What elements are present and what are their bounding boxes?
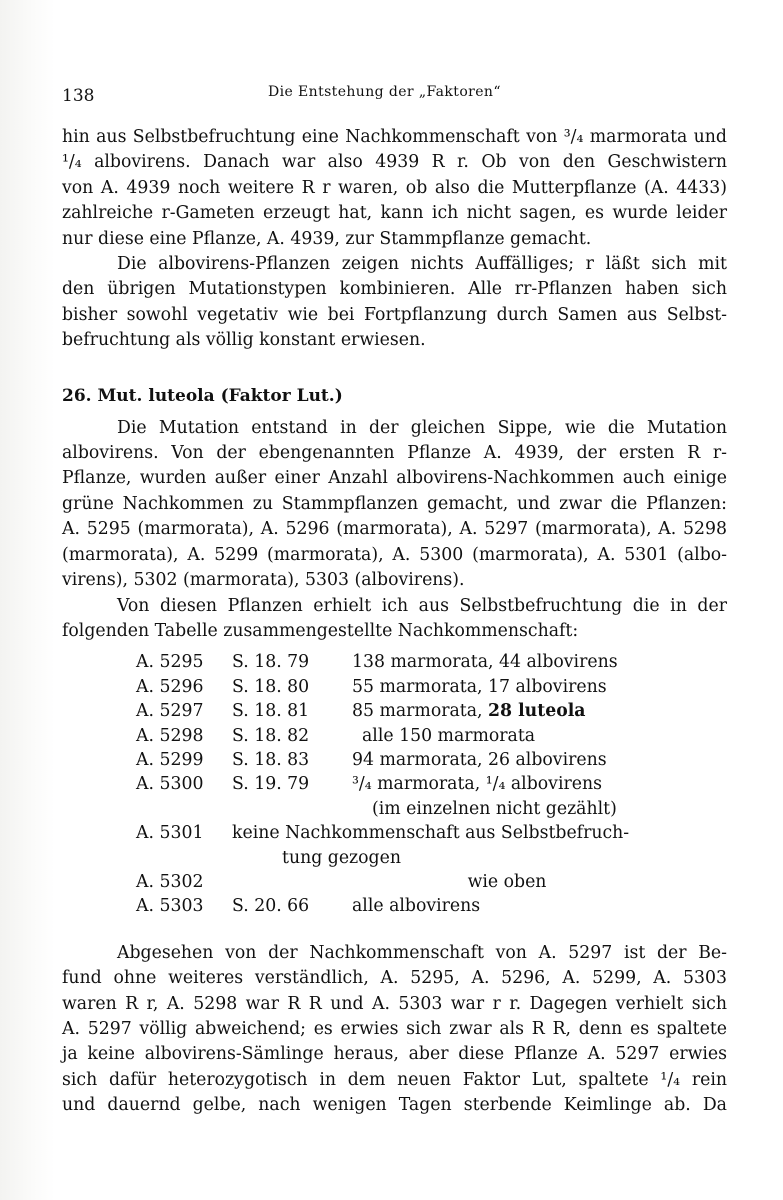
code-cell: S. 18. 83 xyxy=(232,749,310,770)
book-page xyxy=(62,80,727,1119)
text-line: albovirens. Von der ebengenannten Pflanze A. 4939, der ersten R r- xyxy=(62,443,727,464)
plant-cell: A. 5302 xyxy=(136,871,204,892)
result-cell: wie oben xyxy=(467,871,547,892)
result-cell: alle albovirens xyxy=(352,896,481,917)
code-cell xyxy=(232,870,352,894)
text-line: und dauernd gelbe, nach wenigen Tagen sterbende Keimlinge ab. Da xyxy=(62,1095,727,1116)
text-line: Pflanze, wurden außer einer Anzahl albovirens-Nachkommen auch einige xyxy=(62,468,727,489)
plant-cell: A. 5299 xyxy=(136,749,204,770)
table-row xyxy=(136,724,662,748)
text-line: befruchtung als völlig konstant erwiesen. xyxy=(62,330,426,351)
text-line: Abgesehen von der Nachkommenschaft von A. 5297 ist der Be- xyxy=(117,942,727,963)
text-line: sich dafür heterozygotisch in dem neuen Faktor Lut, spaltete ¹/₄ rein xyxy=(62,1069,727,1090)
text-line: bisher sowohl vegetativ wie bei Fortpflanzung durch Samen aus Selbst- xyxy=(62,304,727,325)
text-line: (marmorata), A. 5299 (marmorata), A. 5300 (marmorata), A. 5301 (albo- xyxy=(62,544,727,565)
page-header xyxy=(62,80,727,106)
text-line: hin aus Selbstbefruchtung eine Nachkommenschaft von ³/₄ marmorata und xyxy=(62,127,727,147)
code-cell: S. 19. 79 xyxy=(232,774,310,795)
text-line: virens), 5302 (marmorata), 5303 (albovirens). xyxy=(62,570,465,591)
table-row xyxy=(136,894,662,918)
text-line: A. 5295 (marmorata), A. 5296 (marmorata), A. 5297 (marmorata), A. 5298 xyxy=(62,519,727,540)
text-line: folgenden Tabelle zusammengestellte Nachkommenschaft: xyxy=(62,620,579,641)
result-cell xyxy=(352,772,662,821)
result-cell: 55 marmorata, 17 albovirens xyxy=(352,676,607,697)
text-line: Von diesen Pflanzen erhielt ich aus Selbstbefruchtung die in der xyxy=(117,595,727,616)
text-line: ¹/₄ albovirens. Danach war also 4939 R r. Ob von den Geschwistern xyxy=(62,152,727,173)
table-row xyxy=(136,821,662,870)
text-line: zahlreiche r-Gameten erzeugt hat, kann ich nicht sagen, es wurde leider xyxy=(62,203,727,224)
text-line: Die albovirens-Pflanzen zeigen nichts Auffälliges; r läßt sich mit xyxy=(117,254,727,275)
offspring-table xyxy=(136,650,662,918)
plant-cell: A. 5295 xyxy=(136,652,204,673)
result-cell: alle 150 marmorata xyxy=(362,725,536,746)
text-line: den übrigen Mutationstypen kombinieren. Alle rr-Pflanzen haben sich xyxy=(62,279,727,300)
result-luteola: 28 luteola xyxy=(488,701,586,722)
code-cell: S. 18. 80 xyxy=(232,676,310,697)
result-cell xyxy=(232,821,662,870)
table-row xyxy=(136,675,662,699)
result-cell: 94 marmorata, 26 albovirens xyxy=(352,749,607,770)
plant-cell: A. 5296 xyxy=(136,676,204,697)
result-note: (im einzelnen nicht gezählt) xyxy=(372,798,617,819)
text-line: Die Mutation entstand in der gleichen Sippe, wie die Mutation xyxy=(117,417,727,438)
code-cell: S. 18. 79 xyxy=(232,652,310,673)
table-row xyxy=(136,748,662,772)
paragraph-1 xyxy=(62,125,727,354)
text-line: A. 5297 völlig abweichend; es erwies sich zwar als R R, denn es spaltete xyxy=(62,1019,727,1039)
table-row xyxy=(136,699,662,723)
text-line: ja keine albovirens-Sämlinge heraus, aber diese Pflanze A. 5297 erwies xyxy=(62,1044,727,1065)
plant-cell: A. 5298 xyxy=(136,725,204,746)
code-cell: S. 20. 66 xyxy=(232,896,310,917)
result-text: ³/₄ marmorata, ¹/₄ albovirens xyxy=(352,774,602,795)
table-row xyxy=(136,772,662,821)
result-text: keine Nachkommenschaft aus Selbstbefruch- xyxy=(232,823,630,844)
plant-cell: A. 5300 xyxy=(136,774,204,795)
table-row xyxy=(136,870,662,894)
page-number: 138 xyxy=(62,86,95,106)
result-cell: 138 marmorata, 44 albovirens xyxy=(352,652,618,673)
text-line: grüne Nachkommen zu Stammpflanzen gemacht, und zwar die Pflanzen: xyxy=(62,493,727,514)
page-margin-shadow xyxy=(0,0,55,1200)
paragraph-5 xyxy=(62,941,727,1119)
plant-cell: A. 5297 xyxy=(136,701,204,722)
text-line: nur diese eine Pflanze, A. 4939, zur Stammpflanze gemacht. xyxy=(62,228,592,249)
text-line: von A. 4939 noch weitere R r waren, ob also die Mutterpflanze (A. 4433) xyxy=(62,177,727,198)
table-row xyxy=(136,650,662,674)
plant-cell: A. 5303 xyxy=(136,896,204,917)
code-cell: S. 18. 82 xyxy=(232,725,310,746)
plant-cell: A. 5301 xyxy=(136,823,204,844)
paragraph-3 xyxy=(62,416,727,645)
text-line: waren R r, A. 5298 war R R und A. 5303 war r r. Dagegen verhielt sich xyxy=(62,993,727,1014)
result-cell xyxy=(352,699,662,723)
text-line: fund ohne weiteres verständlich, A. 5295, A. 5296, A. 5299, A. 5303 xyxy=(62,968,727,989)
result-note: tung gezogen xyxy=(282,847,401,868)
result-text: 85 marmorata, xyxy=(352,701,489,722)
code-cell: S. 18. 81 xyxy=(232,701,310,722)
running-title: Die Entstehung der „Faktoren“ xyxy=(268,84,501,100)
section-heading: 26. Mut. luteola (Faktor Lut.) xyxy=(62,385,343,406)
